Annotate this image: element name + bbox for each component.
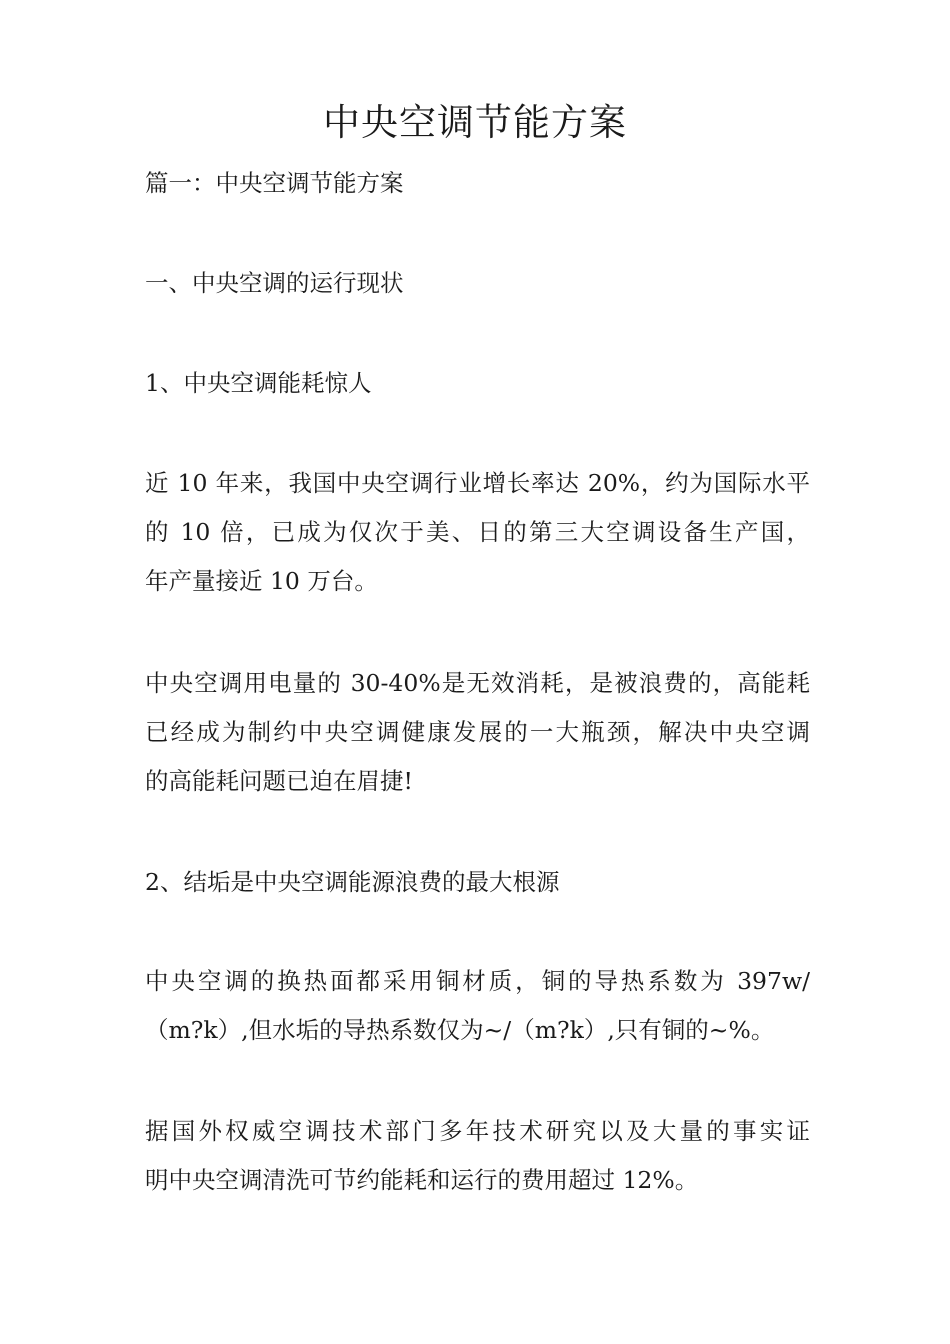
paragraph-line: 年产量接近 10 万台。 [145, 567, 378, 595]
paragraph-line: 据国外权威空调技术部门多年技术研究以及大量的事实证 [145, 1117, 810, 1145]
item-heading [145, 858, 810, 907]
paragraph-line: 中央空调用电量的 30-40%是无效消耗，是被浪费的，高能耗 [145, 669, 810, 697]
document-subtitle [145, 159, 810, 208]
paragraph-growth [145, 459, 810, 606]
section1-heading-text: 一、中央空调的运行现状 [145, 269, 404, 297]
section-heading [145, 259, 810, 308]
item2-heading-text: 2、结垢是中央空调能源浪费的最大根源 [145, 868, 560, 896]
paragraph-scale [145, 957, 810, 1055]
item-heading [145, 359, 810, 408]
paragraph-line: 的 10 倍，已成为仅次于美、日的第三大空调设备生产国， [145, 518, 810, 546]
paragraph-line: 明中央空调清洗可节约能耗和运行的费用超过 12%。 [145, 1166, 699, 1194]
paragraph-cleaning [145, 1107, 810, 1205]
subtitle-text: 篇一：中央空调节能方案 [145, 169, 404, 197]
paragraph-line: 近 10 年来，我国中央空调行业增长率达 20%，约为国际水平 [145, 469, 810, 497]
paragraph-waste [145, 659, 810, 806]
paragraph-line: 的高能耗问题已迫在眉捷! [145, 767, 413, 795]
paragraph-line: （m?k）,但水垢的导热系数仅为~/（m?k）,只有铜的~%。 [145, 1016, 775, 1044]
paragraph-line: 已经成为制约中央空调健康发展的一大瓶颈，解决中央空调 [145, 718, 810, 746]
paragraph-line: 中央空调的换热面都采用铜材质，铜的导热系数为 397w/ [145, 967, 810, 995]
document-title: 中央空调节能方案 [323, 101, 627, 144]
item1-heading-text: 1、中央空调能耗惊人 [145, 369, 372, 397]
